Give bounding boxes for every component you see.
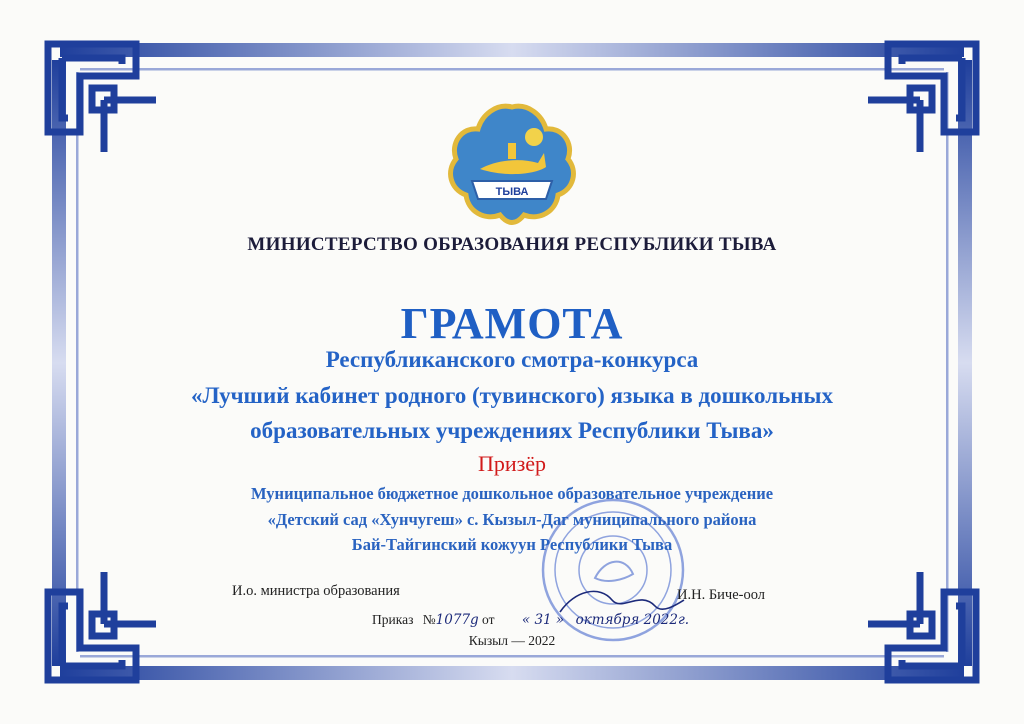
order-label: Приказ xyxy=(372,612,414,627)
order-from: от xyxy=(482,612,495,627)
recipient-line-2: «Детский сад «Хунчугеш» с. Кызыл-Даг муниципального района xyxy=(267,510,757,529)
recipient-line-1: Муниципальное бюджетное дошкольное образовательное учреждение xyxy=(250,484,774,503)
order-number: 1077g xyxy=(435,612,479,628)
place-year: Кызыл — 2022 xyxy=(468,633,556,648)
subtitle-line-3: образовательных учреждениях Республики Тыва» xyxy=(250,418,774,443)
recipient-line-3: Бай-Тайгинский кожуун Республики Тыва xyxy=(351,535,673,554)
certificate-title: ГРАМОТА xyxy=(400,299,624,348)
subtitle-line-1: Республиканского смотра-конкурса xyxy=(325,347,699,372)
emblem-banner-text: ТЫВА xyxy=(495,186,529,198)
order-day: « 31 » xyxy=(521,612,565,628)
signatory-title: И.о. министра образования xyxy=(232,583,400,599)
order-number-prefix: № xyxy=(422,612,436,627)
order-line xyxy=(372,612,689,628)
tuva-emblem-icon xyxy=(451,106,574,222)
subtitle-line-2: «Лучший кабинет родного (тувинского) языка в дошкольных xyxy=(191,383,833,408)
order-month-year: октября 2022г. xyxy=(575,612,690,628)
award-label: Призёр xyxy=(477,451,547,476)
ministry-name: МИНИСТЕРСТВО ОБРАЗОВАНИЯ РЕСПУБЛИКИ ТЫВА xyxy=(247,234,777,255)
signatory-name: И.Н. Биче-оол xyxy=(677,587,766,603)
